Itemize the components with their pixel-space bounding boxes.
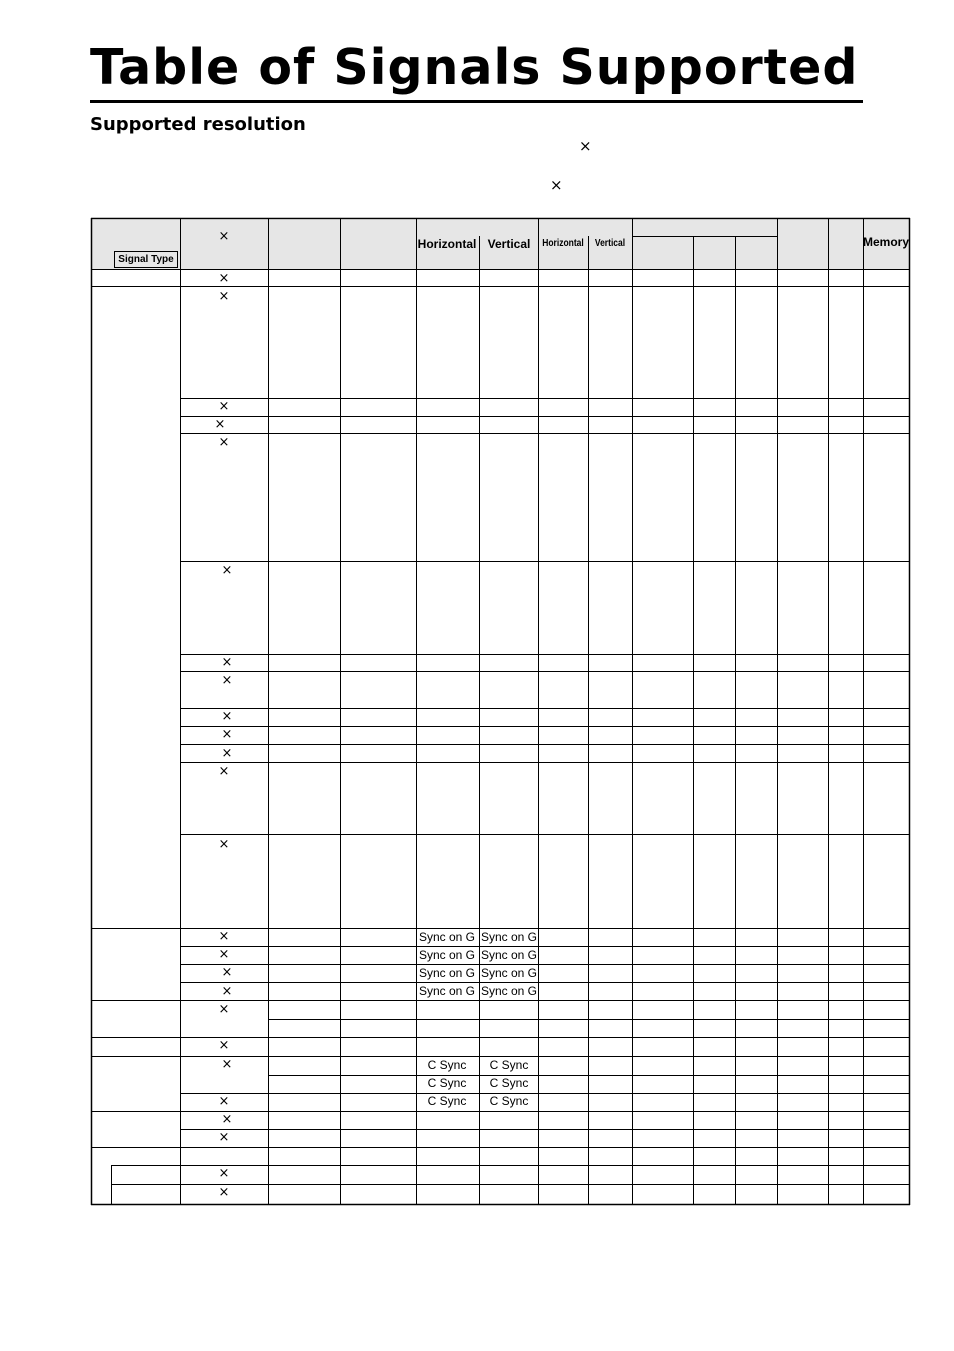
sync-vertical-cell: Sync on G	[480, 984, 538, 998]
header-sync-vertical: Vertical	[487, 237, 531, 251]
section-subtitle: Supported resolution	[90, 114, 306, 135]
x-mark: ×	[221, 655, 233, 670]
sync-horizontal-cell: C Sync	[427, 1058, 467, 1072]
x-mark: ×	[218, 435, 230, 450]
sync-vertical-cell: C Sync	[489, 1094, 529, 1108]
x-mark: ×	[221, 1112, 233, 1127]
x-mark: ×	[218, 1038, 230, 1053]
sync-vertical-cell: Sync on G	[480, 930, 538, 944]
sync-horizontal-cell: Sync on G	[418, 948, 476, 962]
header-sync-horizontal: Horizontal	[417, 237, 477, 251]
x-mark: ×	[218, 1094, 230, 1109]
x-mark: ×	[221, 709, 233, 724]
x-mark: ×	[221, 984, 233, 999]
x-mark: ×	[221, 563, 233, 578]
x-mark: ×	[218, 1185, 230, 1200]
header-memory: Memory	[862, 235, 910, 249]
header-polarity-vertical: Vertical	[594, 238, 626, 249]
x-mark: ×	[218, 764, 230, 779]
x-mark: ×	[218, 289, 230, 304]
x-mark: ×	[221, 746, 233, 761]
x-mark: ×	[218, 837, 230, 852]
x-mark: ×	[218, 1002, 230, 1017]
x-mark: ×	[221, 965, 233, 980]
sync-horizontal-cell: Sync on G	[418, 984, 476, 998]
note-x-mark: ×	[550, 176, 563, 194]
sync-vertical-cell: C Sync	[489, 1076, 529, 1090]
header-x-mark: ×	[218, 229, 230, 244]
page-title: Table of Signals Supported	[90, 39, 859, 96]
title-rule	[90, 100, 863, 103]
x-mark: ×	[218, 1166, 230, 1181]
x-mark: ×	[218, 1130, 230, 1145]
x-mark: ×	[218, 947, 230, 962]
sync-horizontal-cell: Sync on G	[418, 966, 476, 980]
sync-vertical-cell: Sync on G	[480, 948, 538, 962]
x-mark: ×	[218, 271, 230, 286]
sync-horizontal-cell: C Sync	[427, 1094, 467, 1108]
note-x-mark: ×	[579, 137, 592, 155]
x-mark: ×	[221, 727, 233, 742]
x-mark: ×	[218, 399, 230, 414]
x-mark: ×	[214, 417, 226, 432]
signal-type-label: Signal Type	[114, 251, 178, 268]
sync-vertical-cell: Sync on G	[480, 966, 538, 980]
sync-vertical-cell: C Sync	[489, 1058, 529, 1072]
x-mark: ×	[221, 673, 233, 688]
x-mark: ×	[218, 929, 230, 944]
x-mark: ×	[221, 1057, 233, 1072]
sync-horizontal-cell: C Sync	[427, 1076, 467, 1090]
sync-horizontal-cell: Sync on G	[418, 930, 476, 944]
header-polarity-horizontal: Horizontal	[542, 238, 584, 249]
